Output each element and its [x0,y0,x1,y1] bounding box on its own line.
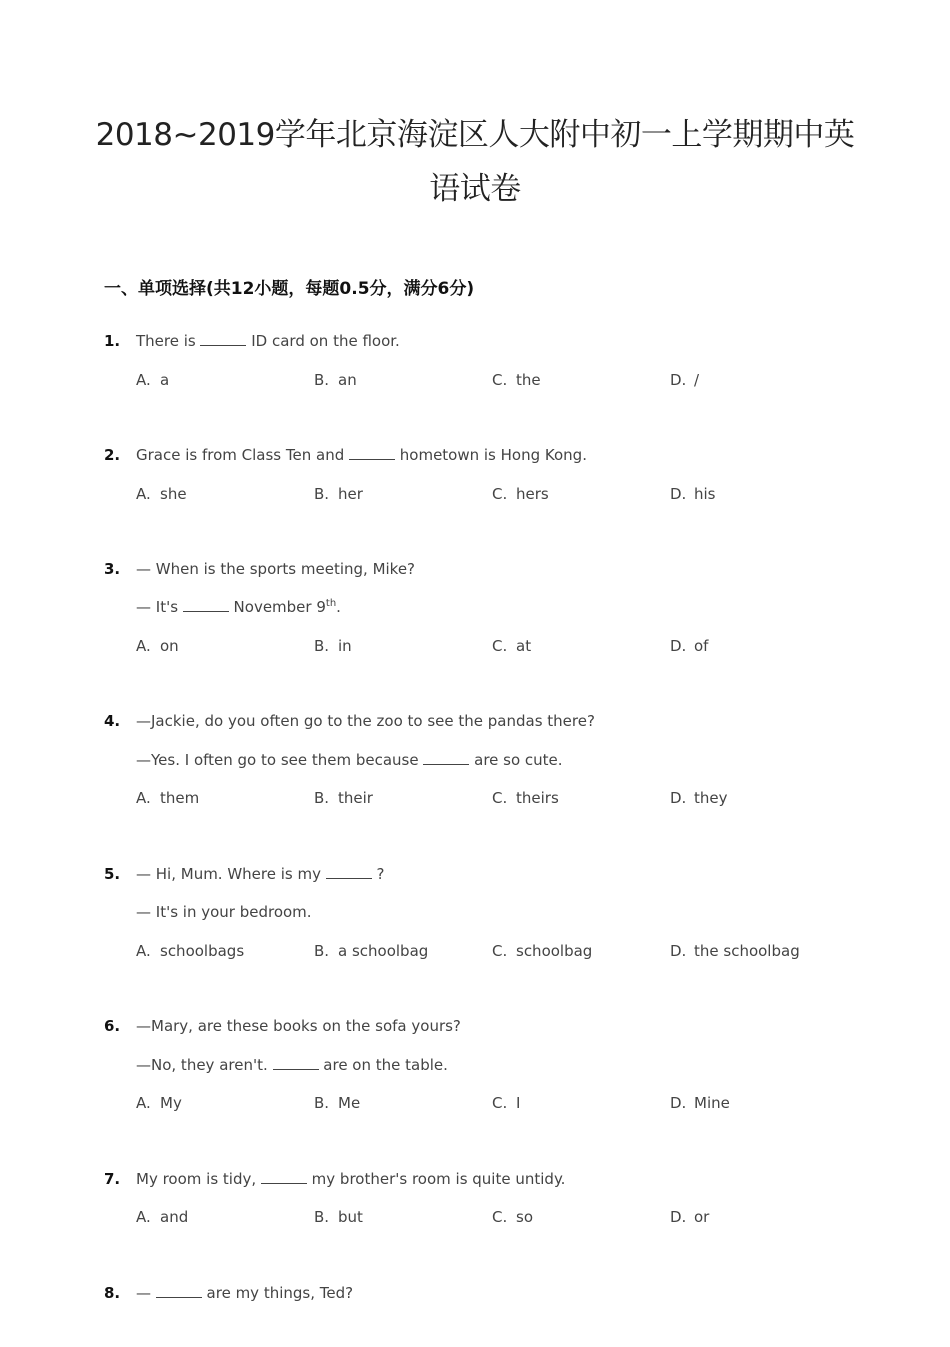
option-b: B. her [314,485,363,503]
answer-blank [273,1057,319,1070]
question-text: — It's November 9th. [136,598,341,616]
option-d: D. they [670,789,728,807]
answer-blank [349,447,395,460]
question-number: 1. [104,332,121,350]
question-text: — Hi, Mum. Where is my ? [136,865,385,883]
option-d: D. his [670,485,716,503]
question-number: 4. [104,712,121,730]
option-d: D. the schoolbag [670,942,800,960]
question-text: —Yes. I often go to see them because are so cute. [136,751,563,769]
answer-blank [200,333,246,346]
question-text: —Mary, are these books on the sofa yours? [136,1017,461,1035]
option-c: C. I [492,1094,521,1112]
option-a: A. on [136,637,179,655]
answer-blank [156,1285,202,1298]
question-number: 7. [104,1170,121,1188]
option-c: C. so [492,1208,533,1226]
option-b: B. an [314,371,357,389]
question-number: 8. [104,1284,121,1302]
question-number: 2. [104,446,121,464]
question-text: — When is the sports meeting, Mike? [136,560,416,578]
option-d: D. / [670,371,700,389]
option-c: C. theirs [492,789,559,807]
option-a: A. schoolbags [136,942,245,960]
option-c: C. the [492,371,541,389]
option-c: C. at [492,637,532,655]
answer-blank [183,599,229,612]
question-number: 6. [104,1017,121,1035]
option-d: D. of [670,637,709,655]
question-text: — It's in your bedroom. [136,903,312,921]
option-c: C. schoolbag [492,942,593,960]
answer-blank [423,752,469,765]
option-a: A. them [136,789,200,807]
question-text: There is ID card on the floor. [136,332,400,350]
option-b: B. Me [314,1094,361,1112]
page-title-line-1: 2018~2019学年北京海淀区人大附中初一上学期期中英 [95,117,855,153]
option-d: D. or [670,1208,710,1226]
question-number: 5. [104,865,121,883]
option-b: B. in [314,637,352,655]
option-a: A. a [136,371,170,389]
page-title-line-2: 语试卷 [429,171,521,207]
option-a: A. and [136,1208,189,1226]
option-c: C. hers [492,485,549,503]
section-heading: 一、单项选择(共12小题，每题0.5分，满分6分) [104,279,475,299]
option-b: B. but [314,1208,363,1226]
question-number: 3. [104,560,121,578]
question-text: Grace is from Class Ten and hometown is Hong Kong. [136,446,587,464]
question-text: — are my things, Ted? [136,1284,354,1302]
option-a: A. My [136,1094,182,1112]
option-b: B. their [314,789,373,807]
option-a: A. she [136,485,187,503]
answer-blank [261,1171,307,1184]
answer-blank [326,866,372,879]
question-text: —No, they aren't. are on the table. [136,1056,448,1074]
option-d: D. Mine [670,1094,730,1112]
option-b: B. a schoolbag [314,942,429,960]
question-text: My room is tidy, my brother's room is quite untidy. [136,1170,566,1188]
question-text: —Jackie, do you often go to the zoo to see the pandas there? [136,712,595,730]
